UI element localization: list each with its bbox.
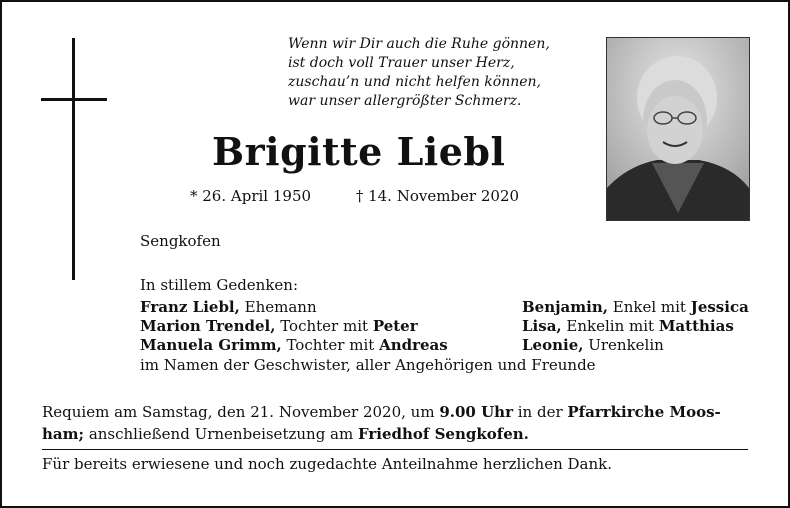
requiem-line xyxy=(42,423,746,445)
mourner-name: Franz Liebl, xyxy=(140,298,240,316)
mourner-name: Leonie, xyxy=(522,336,584,354)
deceased-name: Brigitte Liebl xyxy=(212,129,506,174)
church-name-cont: ham; xyxy=(42,425,85,443)
poem-line: zuschau’n und nicht helfen können, xyxy=(288,74,541,90)
poem-line: war unser allergrößter Schmerz. xyxy=(288,93,522,109)
poem xyxy=(288,35,550,111)
list-item xyxy=(140,298,448,317)
portrait-photo xyxy=(606,37,750,221)
death-date: † 14. November 2020 xyxy=(355,187,520,205)
mourner-name: Manuela Grimm, xyxy=(140,336,282,354)
list-item xyxy=(140,336,448,355)
divider xyxy=(42,449,748,450)
thanks-note: Für bereits erwiesene und noch zugedachte Anteilnahme herzlichen Dank. xyxy=(42,455,612,473)
mourner-partner: Jessica xyxy=(690,298,749,316)
church-name: Pfarrkirche Moos- xyxy=(567,403,721,421)
mourner-relation: Urenkelin xyxy=(583,336,664,354)
family-note: im Namen der Geschwister, aller Angehörigen und Freunde xyxy=(140,356,596,374)
mourners-right-list xyxy=(522,298,749,355)
list-item xyxy=(522,336,749,355)
requiem-text: in der xyxy=(512,403,568,421)
mourner-partner: Andreas xyxy=(379,336,448,354)
requiem-text: anschließend Urnenbeisetzung am xyxy=(84,425,358,443)
requiem-line xyxy=(42,401,746,423)
life-dates xyxy=(190,187,519,205)
mourner-relation: Tochter mit xyxy=(275,317,373,335)
birth-date: * 26. April 1950 xyxy=(190,187,312,205)
requiem-text: Requiem am Samstag, den 21. November 2020, um xyxy=(42,403,440,421)
requiem-notice xyxy=(42,401,746,445)
mourning-intro: In stillem Gedenken: xyxy=(140,276,299,294)
mourner-partner: Peter xyxy=(372,317,418,335)
mourner-name: Benjamin, xyxy=(522,298,608,316)
requiem-time: 9.00 Uhr xyxy=(439,403,513,421)
list-item xyxy=(522,298,749,317)
mourner-relation: Ehemann xyxy=(239,298,317,316)
mourner-partner: Matthias xyxy=(658,317,734,335)
cross-vertical-bar xyxy=(72,38,75,280)
mourner-relation: Enkelin mit xyxy=(561,317,659,335)
list-item xyxy=(522,317,749,336)
portrait-image xyxy=(607,38,749,220)
cross-horizontal-bar xyxy=(41,98,107,101)
residence: Sengkofen xyxy=(140,232,221,250)
cemetery-name: Friedhof Sengkofen. xyxy=(358,425,529,443)
poem-line: Wenn wir Dir auch die Ruhe gönnen, xyxy=(288,36,550,52)
mourner-relation: Enkel mit xyxy=(607,298,691,316)
mourners-left-list xyxy=(140,298,448,355)
mourner-relation: Tochter mit xyxy=(281,336,380,354)
mourner-name: Marion Trendel, xyxy=(140,317,276,335)
list-item xyxy=(140,317,448,336)
poem-line: ist doch voll Trauer unser Herz, xyxy=(288,55,515,71)
mourner-name: Lisa, xyxy=(522,317,562,335)
